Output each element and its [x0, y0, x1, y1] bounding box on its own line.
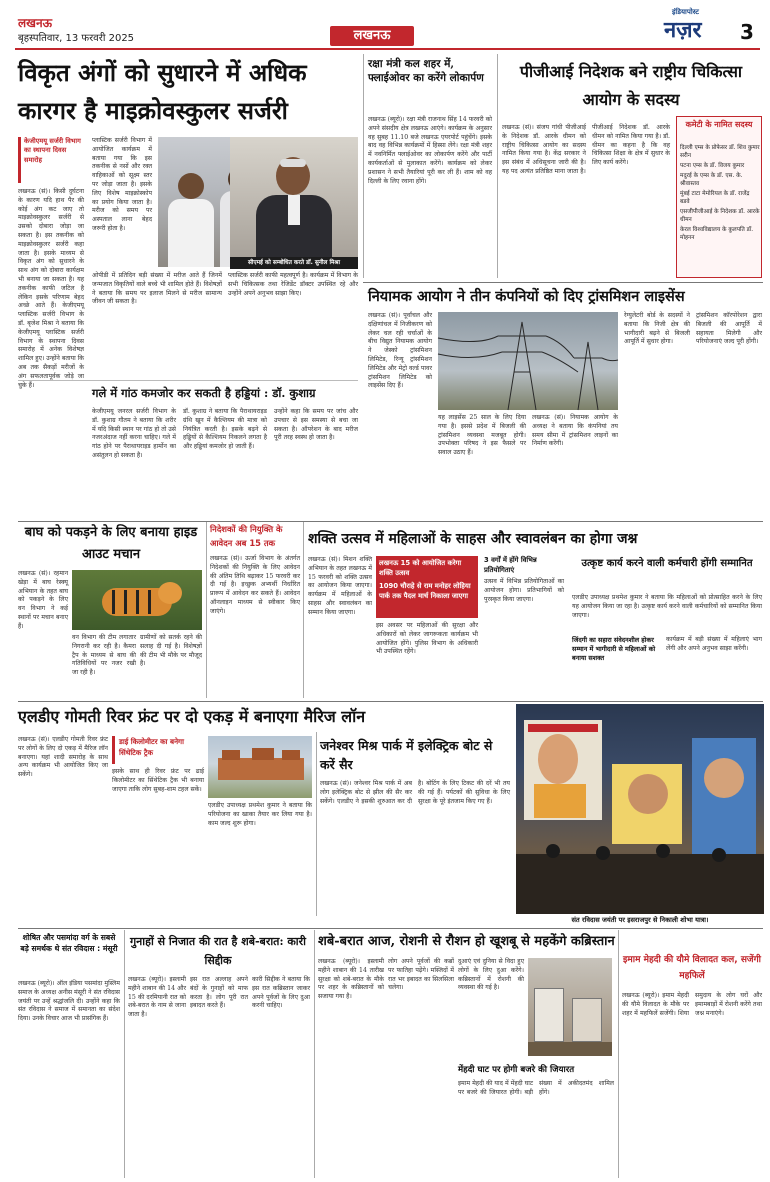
a5-col2: यह लाइसेंस 25 साल के लिए दिया गया है। इससे प्रदेश में बिजली की ट्रांसमिशन व्यवस्था मजबूत होगी। उपभोक्ता परिषद ने इस फैसले पर सवाल उठाए हैं।: [438, 414, 526, 457]
a5-col1: लखनऊ (सं)। पूर्वांचल और दक्षिणांचल में निजीकरण को लेकर चल रही चर्चाओं के बीच विद्युत नियामक आयोग ने जेस्को ट्रांसमिशन लिमिटेड, रिन्यू ट्रांसमिशन लिमिटेड और मेट्रो वर्ल्ड पावर ट्रांसमिशन लिमिटेड को लाइसेंस दिए हैं।: [368, 312, 432, 390]
a7-body: लखनऊ (सं)। ऊर्जा विभाग के अंतर्गत निदेशकों की नियुक्ति के लिए आवेदन की अंतिम तिथि बढ़ाकर 15 फरवरी कर दी गई है। इच्छुक अभ्यर्थी निर्धारित प्रारूप में आवेदन कर सकते हैं। आवेदन ऑनलाइन माध्यम से स्वीकार किए जाएंगे।: [210, 555, 300, 615]
brand-small: इंडियापोस्ट: [672, 8, 699, 16]
a2-col1: केजीएमयू जनरल सर्जरी विभाग के डॉ. कुशाग्र गौतम ने बताया कि शरीर में यदि किसी स्थान पर गांठ हो तो उसे नजरअंदाज नहीं करना चाहिए। गले में गांठ होने पर पैराथायराइड हार्मोन का असंतुलन हो सकता है।: [92, 408, 176, 459]
a1-photo-caption: सीएमई को सम्बोधित करते डॉ. सुनील मिश्रा: [247, 260, 341, 266]
committee-item: एसजीपीजीआई के निदेशक डॉ. आरके धीमन: [680, 209, 760, 223]
a1-sidebar-box: [18, 137, 84, 183]
a1-col3: ओपीडी में प्रतिदिन बड़ी संख्या में मरीज आते हैं जिनमें जन्मजात विकृतियों वाले बच्चे भी शामिल होते हैं। विशेषज्ञों ने बताया कि समय पर इलाज मिलने से मरीज सामान्य जीवन जी सकता है।: [92, 272, 222, 306]
a6-col2: वन विभाग की टीम लगातार निगरानी कर रही है। कैमरा ट्रैप के माध्यम से बाघ की गतिविधियों पर नजर रखी जा रही है।: [72, 634, 136, 677]
committee-item: दिल्ली एम्स के प्रोफेसर डॉ. शिव कुमार सरीन: [680, 145, 760, 159]
header-strip: [0, 0, 770, 52]
a12-col1: लखनऊ (ब्यूरो)। इस्लामी महीने शाबान की 14 और 15 की दरमियानी रात को शबे-बरात के नाम से जाना जाता है।: [128, 976, 186, 1019]
a9-headline: एलडीए गोमती रिवर फ्रंट पर दो एकड़ में बनाएगा मैरिज लॉन: [18, 707, 366, 726]
a3-body: लखनऊ (ब्यूरो)। रक्षा मंत्री राजनाथ सिंह 14 फरवरी को अपने संसदीय क्षेत्र लखनऊ आएंगे। कार्यक्रम के अनुसार वह सुबह 11.10 बजे लखनऊ एयरपोर्ट पहुंचेंगे। इसके बाद वह विभिन्न कार्यक्रमों में हिस्सा लेंगे। रक्षा मंत्री शहर में नवनिर्मित फ्लाईओवर का लोकार्पण करेंगे और पार्टी कार्यकर्ताओं से मुलाकात करेंगे। कार्यक्रम को लेकर प्रशासन ने सभी तैयारियां पूरी कर ली हैं। शाम को वह दिल्ली के लिए रवाना होंगे।: [368, 116, 492, 185]
a9-subbox-text: डाई किलोमीटर का बनेगा सिंथेटिक ट्रैक: [119, 737, 184, 757]
a10-photo-caption: संत रविदास जयंती पर इसराजपुर से निकाली शोभा यात्रा।: [571, 916, 709, 924]
a2-col3: उन्होंने कहा कि समय पर जांच और उपचार से इस समस्या से बचा जा सकता है। ऑपरेशन के बाद मरीज पूरी तरह स्वस्थ हो जाता है।: [274, 408, 358, 442]
a9-riverfront-photo: [208, 736, 312, 798]
a1-headline: विकृत अंगों को सुधारने में अधिक कारगर है माइक्रोवस्कुलर सर्जरी: [18, 58, 307, 125]
a5-headline: नियामक आयोग ने तीन कंपनियों को दिए ट्रांसमिशन लाइसेंस: [368, 288, 685, 305]
header-rule: [15, 48, 760, 50]
a9-col2: इसके साथ ही रिवर फ्रंट पर ढाई किलोमीटर का सिंथेटिक ट्रैक भी बनाया जाएगा ताकि लोग सुबह-शाम टहल सकें।: [112, 768, 204, 793]
a13-graveyard-photo: [528, 958, 612, 1056]
a3-headline: रक्षा मंत्री कल शहर में, फ्लाईओवर का करेंगे लोकार्पण: [368, 58, 484, 84]
a5-col3: लखनऊ (सं)। नियामक आयोग के अध्यक्ष ने बताया कि कंपनियां तय समय सीमा में ट्रांसमिशन लाइनों का निर्माण करेंगी।: [532, 414, 618, 448]
a9-col1: लखनऊ (सं)। एलडीए गोमती रिवर फ्रंट पर लोगों के लिए दो एकड़ में मैरिज लॉन बनाएगा। यहां शादी समारोह के साथ अन्य कार्यक्रम भी आयोजित किए जा सकेंगे।: [18, 736, 108, 779]
a10-procession-photo: [516, 704, 764, 914]
a4-committee-list: [680, 144, 760, 276]
a1-sidebar-text: केजीएमयू सर्जरी विभाग का स्थापना दिवस समारोह: [24, 137, 81, 164]
a13-col4: इमाम मेहदी की याद में मेंहदी घाट पर बजरे की जियारत होगी। बड़ी संख्या में अकीदतमंद शामिल होंगे।: [458, 1080, 614, 1096]
a1-col2: प्लास्टिक सर्जरी विभाग में आयोजित कार्यक्रम में बताया गया कि इस तकनीक से नसों और रक्त वाहिकाओं को सूक्ष्म स्तर पर जोड़ा जाता है। इसके लिए विशेष माइक्रोस्कोप का प्रयोग किया जाता है। मरीज को समय पर अस्पताल लाना बेहद जरूरी होता है।: [92, 137, 152, 232]
a5-col5: ट्रांसमिशन कॉरपोरेशन द्वारा बिजली की आपूर्ति में सहायता मिलेगी और परियोजनाएं जल्द पूरी होंगी।: [696, 312, 762, 346]
a8-highlight-1: लखनऊ 15 को आयोजित करेगा शक्ति उत्सव: [379, 559, 462, 577]
a8-headline: शक्ति उत्सव में महिलाओं के साहस और स्वावलंबन का होगा जश्न: [308, 531, 638, 547]
header-date: बृहस्पतिवार, 13 फरवरी 2025: [18, 33, 135, 44]
a6-tiger-photo: [72, 570, 202, 630]
page-number: 3: [740, 20, 754, 44]
a10-headline: जनेश्वर मिश्र पार्क में इलेक्ट्रिक बोट से करें सैर: [320, 738, 493, 772]
section-badge: [330, 26, 414, 46]
committee-item: केरल विश्वविद्यालय के कुलपति डॉ. मोहनन: [680, 227, 754, 241]
committee-item: पटना एम्स के डॉ. विजय कुमार: [680, 163, 745, 169]
a12-headline: गुनाहों से निजात की रात है शबे-बरात: कारी सिद्दीक: [129, 935, 306, 967]
committee-item: मदुरई के एम्स के डॉ. एस. के. श्रीवास्तव: [680, 173, 743, 187]
a8-col3: उत्सव में विभिन्न प्रतियोगिताओं का आयोजन होगा। प्रतिभागियों को पुरस्कृत किया जाएगा।: [484, 578, 564, 603]
section-label: लखनऊ: [353, 28, 391, 43]
a1-col4: प्लास्टिक सर्जरी काफी महत्वपूर्ण है। कार्यक्रम में विभाग के सभी चिकित्सक तथा रेजिडेंट डॉक्टर उपस्थित रहे और उन्होंने अपने अनुभव साझा किए।: [228, 272, 358, 297]
a4-headline: पीजीआई निदेशक बने राष्ट्रीय चिकित्सा आयोग के सदस्य: [519, 62, 743, 109]
a8-col1: लखनऊ (सं)। मिशन शक्ति अभियान के तहत लखनऊ में 15 फरवरी को शक्ति उत्सव का आयोजन किया जाएगा। कार्यक्रम में महिलाओं के साहस और स्वावलंबन का सम्मान किया जाएगा।: [308, 556, 372, 616]
a11-body: लखनऊ (ब्यूरो)। ऑल इंडिया पसमांदा मुस्लिम समाज के अध्यक्ष अनीस मंसूरी ने संत रविदास जयंती पर उन्हें श्रद्धांजलि दी। उन्होंने कहा कि संत रविदास ने समाज में समानता का संदेश दिया। उनके विचार आज भी प्रासंगिक हैं।: [18, 980, 120, 1023]
a13-col2: लोग अपने पूर्वजों की कब्रों पर फातिहा पढ़ेंगे। मस्जिदों में रात भर इबादत का सिलसिला चलेगा।: [388, 958, 454, 992]
a8-col4: एलडीए उपाध्यक्ष प्रथमेश कुमार ने बताया कि महिलाओं को प्रोत्साहित करने के लिए यह आयोजन किया जा रहा है। उत्कृष्ट कार्य करने वाली कर्मचारियों को सम्मानित किया जाएगा।: [572, 594, 762, 619]
a7-headline: निदेशकों की नियुक्ति के आवेदन अब 15 तक: [210, 524, 283, 548]
a8-subtitle: उत्कृष्ट कार्य करने वाली कर्मचारी होंगी सम्मानित: [581, 558, 753, 569]
a5-col4: रेग्युलेटरी बोर्ड के सदस्यों ने बताया कि निजी क्षेत्र की भागीदारी बढ़ने से बिजली आपूर्ति में सुधार होगा।: [624, 312, 690, 346]
a14-headline: इमाम मेहदी की यौमे विलादत कल, सजेंगी महफिलें: [622, 955, 762, 981]
a13-headline: शबे-बरात आज, रोशनी से रौशन हो खूशबू से महकेंगे कब्रिस्तान: [318, 934, 615, 949]
a8-col5: कार्यक्रम में बड़ी संख्या में महिलाएं भाग लेंगी और अपने अनुभव साझा करेंगी।: [666, 636, 762, 652]
a12-col2: इस रात अल्लाह अपने बंदों के गुनाहों को माफ करता है। लोग पूरी रात इबादत करते हैं।: [190, 976, 248, 1010]
a9-col3: एलडीए उपाध्यक्ष प्रथमेश कुमार ने बताया कि परियोजना का खाका तैयार कर लिया गया है। काम जल्द शुरू होगा।: [208, 802, 312, 827]
a8-col2: इस अवसर पर महिलाओं की सुरक्षा और अधिकारों को लेकर जागरूकता कार्यक्रम भी आयोजित होंगे। पुलिस विभाग के अधिकारी भी उपस्थित रहेंगे।: [376, 622, 478, 656]
a6-col3: ग्रामीणों को सतर्क रहने की सलाह दी गई है। विशेषज्ञों की टीम भी मौके पर मौजूद है।: [140, 634, 202, 668]
a1-speaker-photo: [230, 137, 358, 257]
a13-subtitle: मेंहदी घाट पर होगी बजरे की जियारत: [458, 1065, 575, 1075]
a8-highlight-box: [376, 556, 478, 618]
a13-col3: दुआएं एवं दुनिया से विदा हुए लोगों के लिए दुआ करेंगे। कब्रिस्तानों में रोशनी की व्यवस्था की गई है।: [458, 958, 524, 992]
a12-col3: कारी सिद्दीक ने बताया कि इस रात कब्रिस्तान जाकर अपने पूर्वजों के लिए दुआ करनी चाहिए।: [252, 976, 310, 1010]
committee-item: मुंबई टाटा मेमोरियल के डॉ. राजेंद्र बडवे: [680, 191, 750, 205]
a13-col1: लखनऊ (ब्यूरो)। इस्लामी महीने शाबान की 14 तारीख सुरक्षा को शबे-बरात के मौके पर शहर के कब्रिस्तानों को सजाया गया है।: [318, 958, 384, 1001]
a4-col1: लखनऊ (सं)। संजय गांधी पीजीआई के निदेशक डॉ. आरके धीमन को राष्ट्रीय चिकित्सा आयोग का सदस्य नामित किया गया है। केंद्र सरकार ने इस संबंध में अधिसूचना जारी की है। यह पद अत्यंत प्रतिष्ठित माना जाता है।: [502, 124, 586, 175]
a5-power-tower-photo: [438, 312, 618, 410]
a8-box2: जिंदगी का सहारा संवेदनशील होकर सम्मान में भागीदारी से महिलाओं को बनाया सशक्त: [572, 636, 656, 662]
a2-headline: गले में गांठ कमजोर कर सकती है हड्डियां : डॉ. कुशाग्र: [92, 386, 316, 400]
a2-col2: डॉ. कुशाग्र ने बताया कि पैराथायराइड ग्रंथि खून में कैल्शियम की मात्रा को नियंत्रित करती है। इसके बढ़ने से हड्डियों से कैल्शियम निकलने लगता है और हड्डियां कमजोर हो जाती हैं।: [183, 408, 267, 451]
a11-headline: शोषित और पसमांदा वर्ग के सबसे बड़े समर्थक थे संत रविदास : मंसूरी: [20, 933, 118, 953]
a1-photo-caption-bar: [230, 257, 358, 269]
brand-logo: नज़र: [664, 18, 702, 43]
a9-subbox: [112, 736, 204, 764]
a10-body: लखनऊ (सं)। जनेश्वर मिश्र पार्क में अब लोग इलेक्ट्रिक बोट से झील की सैर कर सकेंगे। एलडीए ने इसकी शुरुआत कर दी है। बोटिंग के लिए टिकट की दरें भी तय की गई हैं। पर्यटकों की सुविधा के लिए सुरक्षा के पूरे इंतजाम किए गए हैं।: [320, 780, 510, 805]
a8-highlight-2: 1090 चौराहे से राम मनोहर लोहिया पार्क तक पैदल मार्च निकाला जाएगा: [379, 582, 471, 600]
a1-col1: लखनऊ (सं)। किसी दुर्घटना के कारण यदि हाथ पैर की कोई अंग कट जाए तो माइक्रोवस्कुलर सर्जरी से उसको दोबारा जोड़ा जा सकता है। इस तकनीक को माइक्रोवस्कुलर सर्जरी कहा जाता है। इसके माध्यम से विकृत अंग को सुधारने के साथ अंग को दोबारा कार्यक्षम भी बनाया जा सकता है। यह तकनीक काफी जटिल है लेकिन इसके परिणाम बेहद अच्छे आते हैं। केजीएमयू प्लास्टिक सर्जरी विभाग के डॉ. बृजेश मिश्रा ने बताया कि केजीएमयू प्लास्टिक सर्जरी विभाग के स्थापना दिवस समारोह में अनेक विशेषज्ञ शामिल हुए। उन्होंने बताया कि अब तक सैकड़ों मरीजों के अंग सफलतापूर्वक जोड़े जा चुके हैं।: [18, 188, 84, 389]
a6-headline: बाघ को पकड़ने के लिए बनाया हाइड आउट मचान: [24, 525, 198, 562]
a14-body: लखनऊ (ब्यूरो)। इमाम मेहदी की यौमे विलादत के मौके पर शहर में महफिलें सजेंगी। शिया समुदाय के लोग घरों और इमामबाड़ों में रोशनी करेंगे तथा जश्न मनाएंगे।: [622, 992, 762, 1017]
header-city: लखनऊ: [18, 16, 53, 30]
a4-committee-title: कमेटी के नामित सदस्य: [685, 120, 753, 129]
a6-col1: लखनऊ (सं)। रहमान खेड़ा में बाघ रेस्क्यू अभियान के तहत बाघ को पकड़ने के लिए वन विभाग ने कई स्थानों पर मचान बनाए हैं।: [18, 570, 68, 630]
a4-col2: पीजीआई निदेशक डॉ. आरके धीमन को नामित किया गया है। डॉ. धीमन का कहना है कि वह चिकित्सा शिक्षा के क्षेत्र में सुधार के लिए कार्य करेंगे।: [592, 124, 670, 167]
a8-subhead: 3 वर्गों में होंगे विभिन्न प्रतियोगिताएं: [484, 556, 537, 574]
